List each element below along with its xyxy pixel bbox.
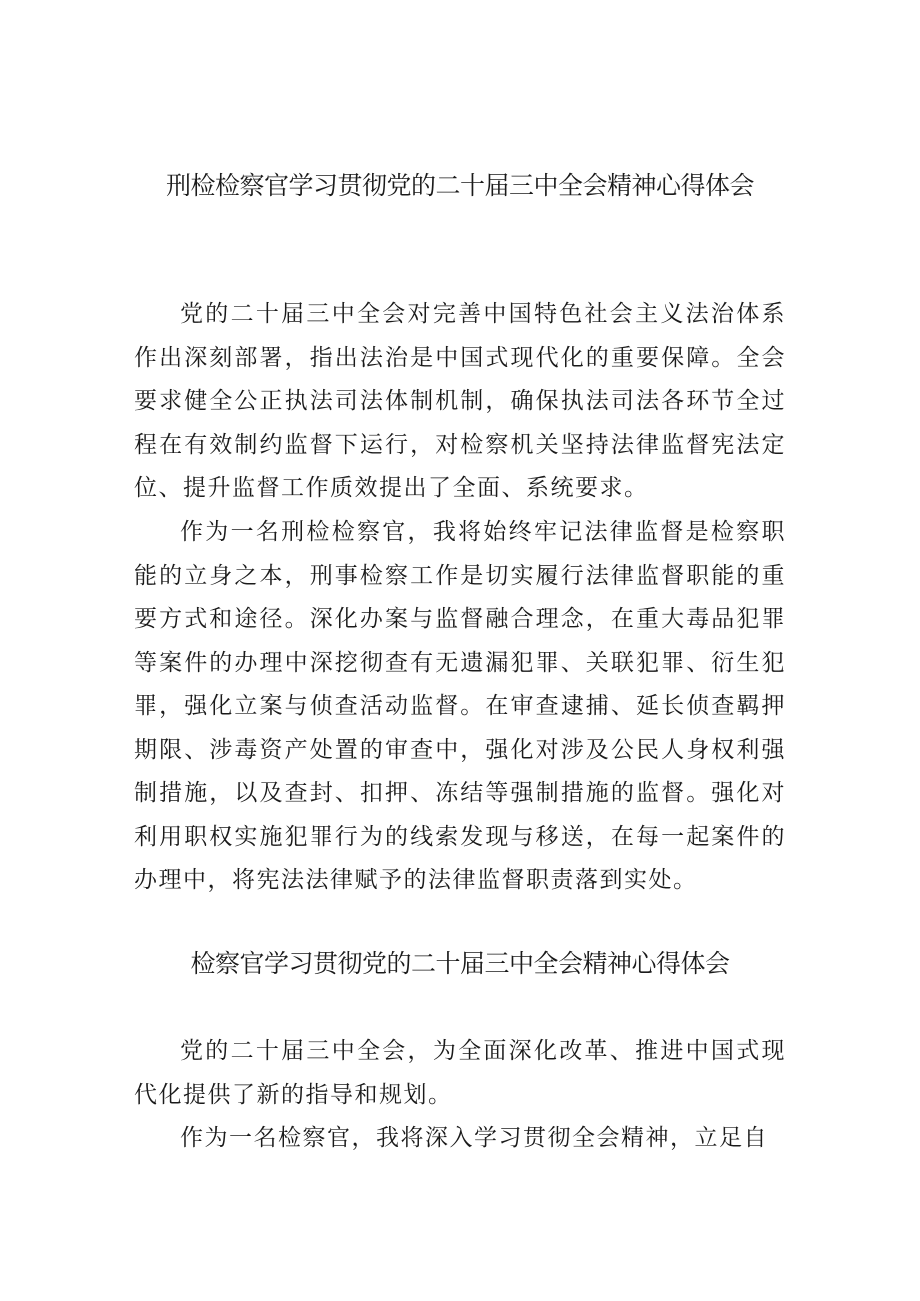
section-1-title: 刑检检察官学习贯彻党的二十届三中全会精神心得体会	[165, 171, 754, 200]
section-2-title: 检察官学习贯彻党的二十届三中全会精神心得体会	[190, 949, 730, 978]
section-2-paragraph-2: 作为一名检察官，我将深入学习贯彻全会精神，立足自	[180, 1125, 768, 1151]
section-1-paragraph-2: 作为一名刑检检察官，我将始终牢记法律监督是检察职能的立身之本，刑事检察工作是切实履行法律监督职能的重要方式和途径。深化办案与监督融合理念，在重大毒品犯罪等案件的办理中深挖彻查有无遗漏犯罪、关联犯罪、衍生犯罪，强化立案与侦查活动监督。在审查逮捕、延长侦查羁押期限、涉毒资产处置的审查中，强化对涉及公民人身权利强制措施，以及查封、扣押、冻结等强制措施的监督。强化对利用职权实施犯罪行为的线索发现与移送，在每一起案件的办理中，将宪法法律赋予的法律监督职责落到实处。	[134, 519, 786, 893]
section-1-paragraph-1: 党的二十届三中全会对完善中国特色社会主义法治体系作出深刻部署，指出法治是中国式现代化的重要保障。全会要求健全公正执法司法体制机制，确保执法司法各环节全过程在有效制约监督下运行，对检察机关坚持法律监督宪法定位、提升监督工作质效提出了全面、系统要求。	[134, 301, 786, 501]
section-2-paragraph-1: 党的二十届三中全会，为全面深化改革、推进中国式现代化提供了新的指导和规划。	[134, 1038, 786, 1108]
